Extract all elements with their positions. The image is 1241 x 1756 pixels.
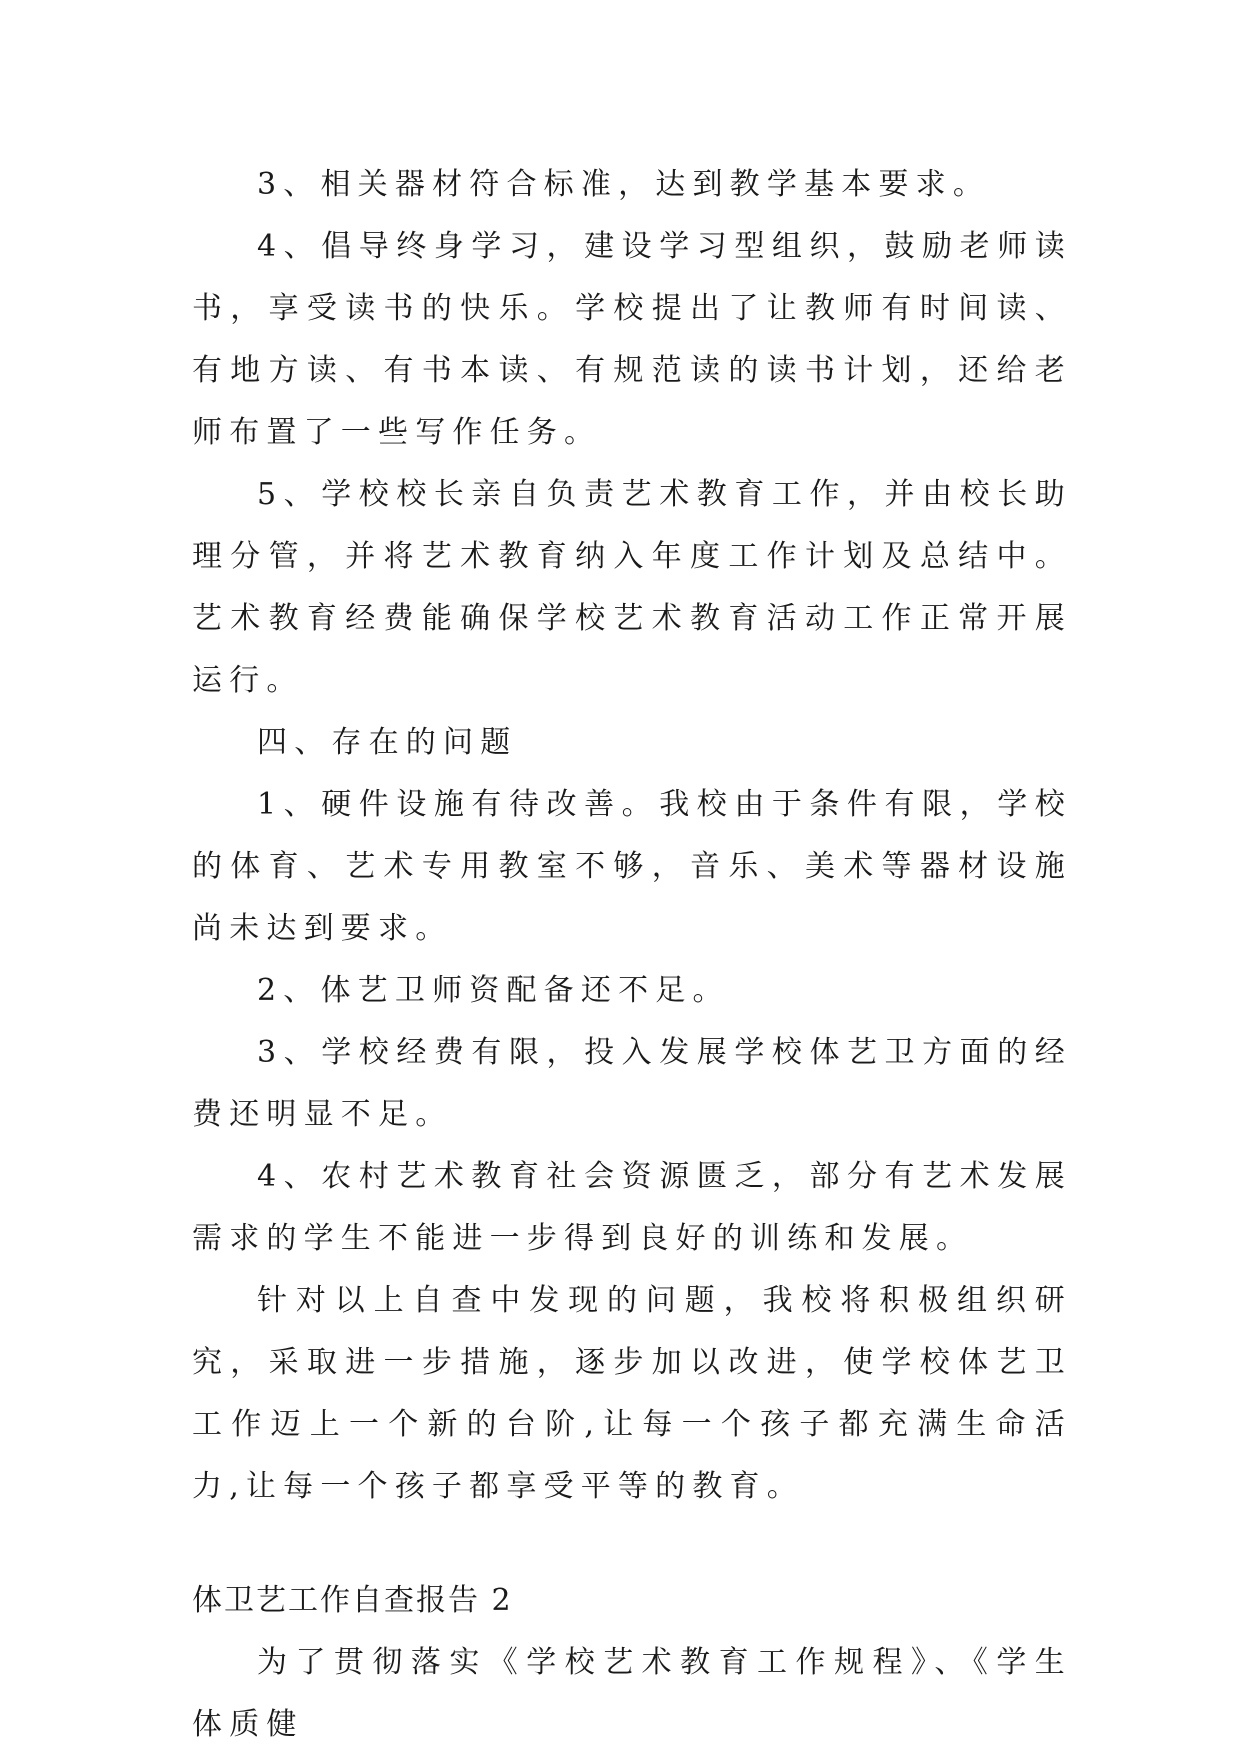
section-title: 体卫艺工作自查报告 2 bbox=[192, 1583, 513, 1618]
problem-item-4: 4、农村艺术教育社会资源匮乏，部分有艺术发展需求的学生不能进一步得到良好的训练和发展。 bbox=[192, 1159, 1072, 1256]
paragraph-item-5-principal: 5、学校校长亲自负责艺术教育工作，并由校长助理分管，并将艺术教育纳入年度工作计划及总结中。艺术教育经费能确保学校艺术教育活动工作正常开展运行。 bbox=[192, 477, 1072, 698]
conclusion-paragraph: 针对以上自查中发现的问题，我校将积极组织研究，采取进一步措施，逐步加以改进，使学校体艺卫工作迈上一个新的台阶,让每一个孩子都充满生命活力,让每一个孩子都享受平等的教育。 bbox=[192, 1283, 1072, 1504]
problem-item-1: 1、硬件设施有待改善。我校由于条件有限，学校的体育、艺术专用教室不够，音乐、美术等器材设施尚未达到要求。 bbox=[192, 787, 1072, 946]
problem-item-3: 3、学校经费有限，投入发展学校体艺卫方面的经费还明显不足。 bbox=[192, 1035, 1072, 1132]
paragraph-item-4-reading: 4、倡导终身学习，建设学习型组织，鼓励老师读书，享受读书的快乐。学校提出了让教师有时间读、有地方读、有书本读、有规范读的读书计划，还给老师布置了一些写作任务。 bbox=[192, 229, 1072, 450]
heading-problems: 四、存在的问题 bbox=[257, 725, 518, 760]
next-paragraph: 为了贯彻落实《学校艺术教育工作规程》、《学生体质健 bbox=[192, 1645, 1072, 1742]
problem-item-2: 2、体艺卫师资配备还不足。 bbox=[257, 973, 730, 1008]
document-body bbox=[192, 154, 1072, 1756]
paragraph-item-3-equipment: 3、相关器材符合标准，达到教学基本要求。 bbox=[257, 167, 991, 202]
